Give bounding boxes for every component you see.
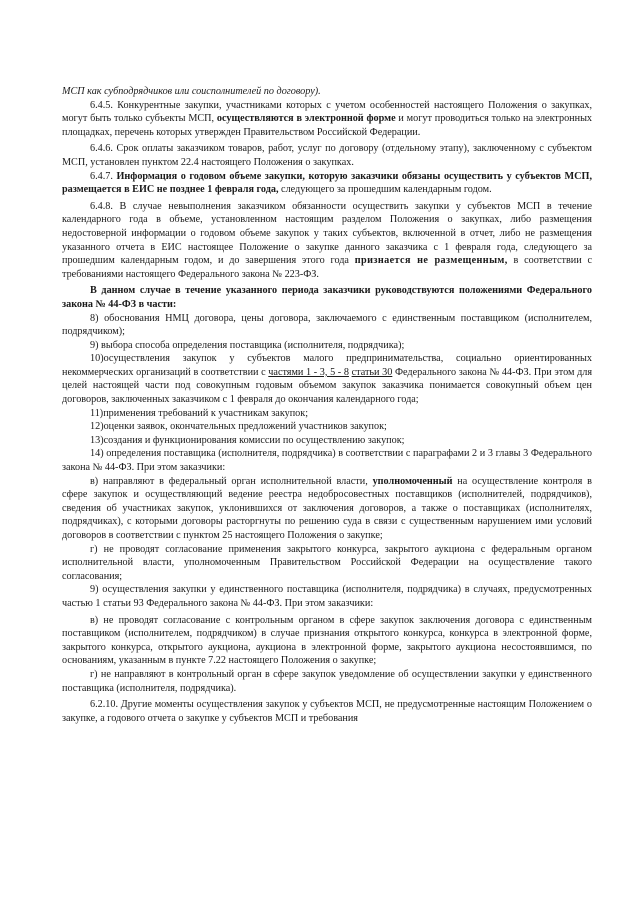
paragraph-6-4-6: 6.4.6. Срок оплаты заказчиком товаров, работ, услуг по договору (отдельному этапу), заключенному с субъектом МСП, установлен пунктом 22.4 настоящего Положения о закупках. [62, 143, 592, 168]
item10-text-a: 10)осуществления закупок у субъектов малого предпринимательства, социально ориентированных некоммерческих организаций в соответствии с [62, 353, 592, 378]
intro-line: МСП как субподрядчиков или соисполнителей по договору). [62, 86, 321, 97]
p648-bold: признается не размещенным, [354, 255, 508, 267]
list-item-13: 13)создания и функционирования комиссии по осуществлению закупок; [90, 434, 405, 446]
item10-text-b: Федерального закона № 44-ФЗ. При этом для целей настоящей части под совокупным годовым объемом закупок заказчика понимается совокупный объем цен договоров, заключенных заказчиком с 1 февраля до окончания календарного года; [62, 366, 593, 406]
sub-v-text-a: в) направляют в федеральный орган исполнительной власти, [90, 475, 373, 487]
list-item-11: 11)применения требований к участникам закупок; [90, 407, 309, 419]
case-bold: В данном случае в течение указанного периода заказчики руководствуются положениями Федерального закона № 44-ФЗ в части: [62, 285, 592, 310]
p648-text-a: 6.4.8. В случае невыполнения заказчиком обязанности осуществить закупки у субъектов МСП в течение календарного года в объеме, установленном настоящим разделом Положения о закупках, либо размещения недостоверной информации о годовом объеме закупок у таких субъектов, включенной в отчет, либо не размещения указанного отчета в ЕИС настоящее Положение о закупке данного заказчика с 1 февраля года, следующего за прошедшим календарным годом, и до завершения этого года [62, 200, 592, 267]
paragraph-6-4-8 [62, 200, 592, 282]
sub-v-bold: уполномоченный [372, 475, 453, 487]
p648-text-c: в соответствии с требованиями настоящего Федерального закона № 223-ФЗ. [62, 255, 592, 280]
sub-item-g: г) не проводят согласование применения закрытого конкурса, закрытого аукциона с федеральным органом исполнительной власти, уполномоченным Правительством Российской Федерации на осуществление такого согласования; [62, 543, 592, 582]
document-body [62, 85, 592, 725]
link-parts-30[interactable]: частями 1 - 3, 5 - 8 [268, 366, 349, 378]
list-item-10 [62, 352, 592, 406]
paragraph-6-4-5 [62, 99, 592, 140]
sub-item-v [62, 475, 592, 543]
sub-v-text-c: на осуществление контроля в сфере закупок и осуществляющий ведение реестра недобросовестных поставщиков (исполнителей, подрядчиков), сведения об участниках закупок, уклонившихся от заключения договоров, а также о поставщиках (исполнителях, подрядчиках), с которыми договоры расторгнуты по решению суда в связи с существенным нарушением ими условий договоров в соответствии с пунктом 25 настоящего Положения о закупке; [62, 475, 592, 541]
list-item-9: 9) выбора способа определения поставщика (исполнителя, подрядчика); [90, 339, 405, 351]
paragraph-case [62, 284, 592, 311]
list-item-8: 8) обоснования НМЦ договора, цены договора, заключаемого с единственным поставщиком (исполнителем, подрядчиком); [62, 312, 592, 338]
sub-item-g2: г) не направляют в контрольный орган в сфере закупок уведомление об осуществлении закупки у единственного поставщика (исполнителя, подрядчика). [62, 668, 592, 694]
list-item-14: 14) определения поставщика (исполнителя, подрядчика) в соответствии с параграфами 2 и 3 главы 3 Федерального закона № 44-ФЗ. При этом заказчики: [62, 448, 592, 474]
p647-bold: Информация о годовом объеме закупки, которую заказчики обязаны осуществить у субъектов МСП, размещается в ЕИС не позднее 1 февраля года, [62, 170, 592, 196]
p645-text-a: 6.4.5. Конкурентные закупки, участниками которых с учетом особенностей настоящего Положения о закупках, могут быть только субъекты МСП, [62, 99, 592, 125]
paragraph-6-4-7 [62, 170, 592, 197]
p647-text-c: следующего за прошедшим календарным годом. [278, 184, 492, 196]
list-item-9b: 9) осуществления закупки у единственного поставщика (исполнителя, подрядчика) в случаях, предусмотренных частью 1 статьи 93 Федерального закона № 44-ФЗ. При этом заказчики: [62, 584, 592, 609]
p645-bold: осуществляются в электронной форме [216, 113, 396, 125]
p647-text-a: 6.4.7. [90, 170, 117, 182]
sub-item-v2: в) не проводят согласование с контрольным органом в сфере закупок заключения договора с единственным поставщиком (исполнителем, подрядчиком) в случае признания открытого конкурса, конкурса в электронной форме, закрытого конкурса, открытого аукциона, аукциона в электронной форме, закрытого аукциона несостоявшимся, по основаниям, указанным в пункте 7.22 настоящего Положения о закупке; [62, 614, 592, 667]
p645-text-c: и могут проводиться только на электронных площадках, перечень которых утвержден Правительством Российской Федерации. [62, 113, 593, 138]
list-item-12: 12)оценки заявок, окончательных предложений участников закупок; [90, 421, 387, 433]
paragraph-6-2-10: 6.2.10. Другие моменты осуществления закупок у субъектов МСП, не предусмотренные настоящим Положением о закупке, а годового отчета о закупке у субъектов МСП и требования [62, 699, 592, 724]
link-article-30[interactable]: статьи 30 [351, 366, 393, 378]
